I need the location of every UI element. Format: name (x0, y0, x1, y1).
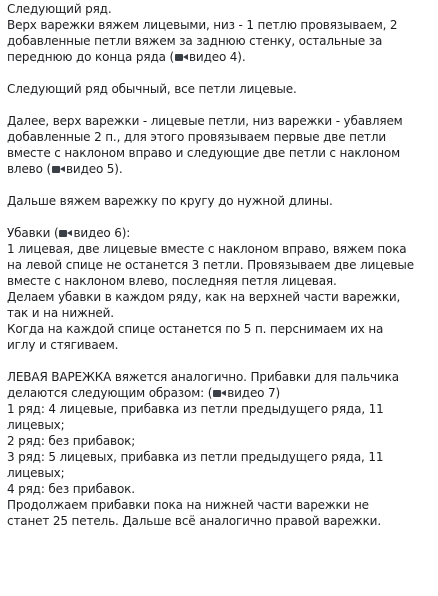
video-camera-icon (213, 389, 226, 398)
text-line: на левой спице не останется 3 петли. Провязываем две лицевые (7, 258, 414, 272)
text-line: станет 25 петель. Дальше всё аналогично правой варежки. (7, 514, 381, 528)
paragraph-plain-row (7, 81, 435, 97)
text-line: вместе с наклоном вправо и следующие две петли с наклоном (7, 146, 401, 160)
text-line: Дальше вяжем варежку по кругу до нужной длины. (7, 194, 333, 208)
text-line: 2 ряд: без прибавок; (7, 434, 136, 448)
video-link[interactable]: видео 5). (66, 162, 123, 176)
text-line: вместе с наклоном влево, последняя петля лицевая. (7, 274, 337, 288)
text-line: 1 лицевая, две лицевые вместе с наклоном вправо, вяжем пока (7, 242, 407, 256)
paragraph-next-row (7, 1, 435, 65)
video-link[interactable]: видео 7) (227, 386, 281, 400)
text-fragment: влево ( (7, 162, 51, 176)
paragraph-knit-round (7, 193, 435, 209)
text-line: иглу и стягиваем. (7, 338, 119, 352)
text-line: Верх варежки вяжем лицевыми, низ - 1 петлю провязываем, 2 (7, 18, 398, 32)
video-link[interactable]: видео 6): (73, 226, 131, 240)
video-camera-icon (175, 53, 188, 62)
text-line: лицевых; (7, 466, 65, 480)
text-line (7, 161, 435, 177)
text-line: добавленные 2 п., для этого провязываем первые две петли (7, 130, 387, 144)
video-link[interactable]: видео 4). (189, 50, 246, 64)
text-line: ЛЕВАЯ ВАРЕЖКА вяжется аналогично. Прибавки для пальчика (7, 370, 399, 384)
text-line: лицевых; (7, 418, 65, 432)
post-text (7, 1, 435, 529)
text-line: добавленные петли вяжем за заднюю стенку, остальные за (7, 34, 383, 48)
text-line: так и на нижней. (7, 306, 114, 320)
text-line (7, 49, 435, 65)
paragraph-decreases (7, 225, 435, 353)
paragraph-left-mitten (7, 369, 435, 529)
text-line: 3 ряд: 5 лицевых, прибавка из петли предыдущего ряда, 11 (7, 450, 384, 464)
text-fragment: Убавки ( (7, 226, 59, 240)
text-fragment: делаются следующим образом: ( (7, 386, 213, 400)
text-line: Следующий ряд. (7, 2, 112, 16)
video-camera-icon (52, 165, 65, 174)
text-fragment: переднюю до конца ряда ( (7, 50, 174, 64)
text-line: Далее, верх варежки - лицевые петли, низ варежки - убавляем (7, 114, 403, 128)
video-camera-icon (59, 229, 72, 238)
paragraph-decrease-bottom (7, 113, 435, 177)
text-line: Когда на каждой спице останется по 5 п. перснимаем их на (7, 322, 384, 336)
text-line: Продолжаем прибавки пока на нижней части варежки не (7, 498, 369, 512)
text-line: Делаем убавки в каждом ряду, как на верхней части варежки, (7, 290, 401, 304)
text-line (7, 385, 435, 401)
text-line: 4 ряд: без прибавок. (7, 482, 135, 496)
text-line: Следующий ряд обычный, все петли лицевые. (7, 82, 297, 96)
text-line (7, 225, 435, 241)
text-line: 1 ряд: 4 лицевые, прибавка из петли предыдущего ряда, 11 (7, 402, 384, 416)
